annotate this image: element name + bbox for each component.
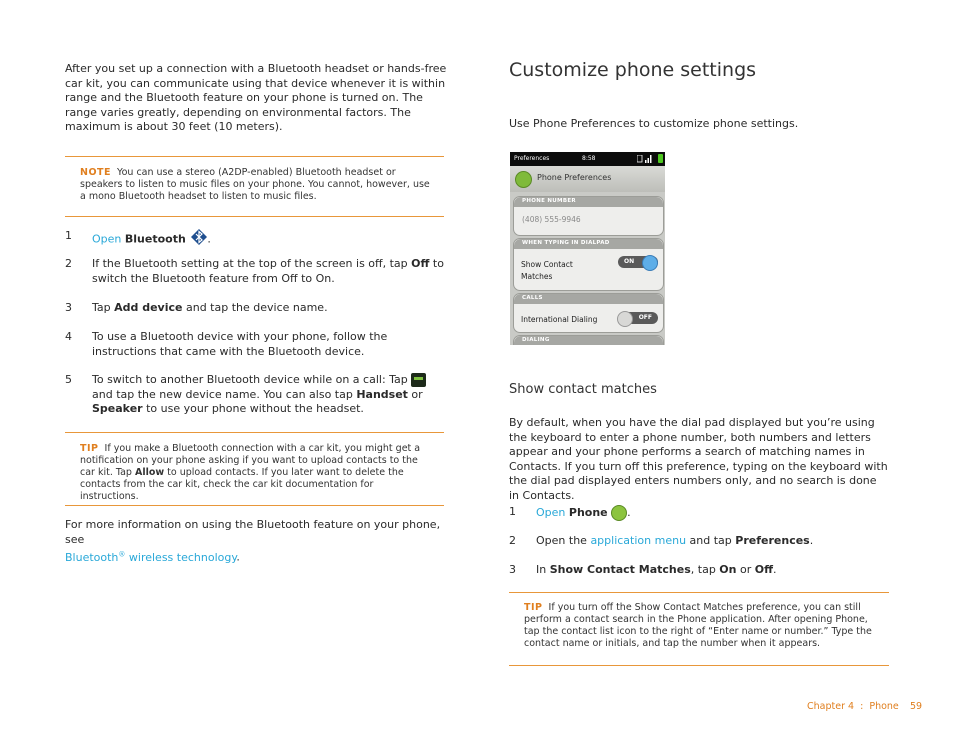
- step-1: [92, 229, 442, 250]
- registered-mark: ®: [118, 550, 126, 558]
- status-bar: [510, 152, 665, 166]
- footer-separator: :: [860, 701, 864, 712]
- tip-label: TIP: [80, 443, 99, 454]
- bluetooth-link-text2[interactable]: wireless technology: [125, 550, 237, 564]
- divider: [65, 505, 444, 506]
- step-2: [92, 257, 444, 286]
- phone-number-value: (408) 555-9946: [522, 215, 581, 224]
- show-contact-matches-toggle[interactable]: [618, 256, 658, 268]
- step-punct: .: [773, 563, 777, 576]
- group-heading: DIALING: [522, 337, 550, 343]
- right-intro: Use Phone Preferences to customize phone settings.: [509, 117, 799, 130]
- step-text-b: and tap the device name.: [182, 301, 328, 314]
- step-text-a: In: [536, 563, 550, 576]
- step-3: [536, 563, 886, 578]
- phone-number-group: [513, 196, 664, 236]
- step-punct: .: [627, 506, 631, 519]
- step-number: 2: [509, 534, 516, 547]
- step-text-a: Tap: [92, 301, 115, 314]
- phone-preferences-screenshot: [510, 152, 665, 345]
- group-heading: CALLS: [522, 295, 543, 301]
- step-text-b: to switch the Bluetooth feature from Off to On.: [92, 257, 444, 285]
- bluetooth-intro: After you set up a connection with a Bluetooth headset or hands-free car kit, you can communicate using that device whenever it is within range and the Bluetooth feature on your phone is turned on. The range varies greatly, depending on environmental factors. The maximum is about 30 feet (10 meters).: [65, 62, 447, 133]
- group-heading: WHEN TYPING IN DIALPAD: [522, 240, 610, 246]
- divider: [509, 665, 889, 666]
- step-text-b: and tap: [686, 534, 736, 547]
- divider: [65, 156, 444, 157]
- tip-block: [524, 602, 879, 650]
- add-device-label: Add device: [114, 301, 183, 314]
- section-label: Phone: [869, 701, 899, 712]
- bluetooth-link-text[interactable]: Bluetooth: [65, 550, 119, 564]
- tip-block: [80, 443, 432, 503]
- more-end: .: [236, 550, 240, 564]
- step-text-a: If the Bluetooth setting at the top of the screen is off, tap: [92, 257, 412, 270]
- step-text-c: or: [407, 387, 423, 401]
- phone-app-icon: [515, 171, 532, 188]
- allow-label: Allow: [134, 467, 165, 478]
- chapter-label: Chapter 4: [807, 701, 855, 712]
- step-1: [536, 505, 886, 521]
- dialing-group: [513, 335, 664, 345]
- speaker-label: Speaker: [92, 402, 143, 415]
- tip-label: TIP: [524, 602, 543, 613]
- prefs-title-bar: [510, 166, 665, 192]
- battery-icon: [658, 154, 663, 163]
- open-link[interactable]: Open: [536, 506, 566, 519]
- step-number: 2: [65, 257, 72, 270]
- tip-text: If you turn off the Show Contact Matches preference, you can still perform a contact search in the Phone application. After opening Phone, tap the contact list icon to the right of “Enter name or number.” Type the contact name or initials, and tap the number when it appears.: [524, 602, 872, 649]
- group-heading: PHONE NUMBER: [522, 198, 576, 204]
- note-label: NOTE: [80, 167, 111, 178]
- show-contact-body: By default, when you have the dial pad displayed but you’re using the keyboard to enter a phone number, both numbers and letters appear and your phone performs a search of matching names in Contacts. If you turn off this preference, typing on the keyboard with the dial pad displayed enters numbers only, and no search is done in Contacts.: [509, 416, 888, 502]
- step-3: [92, 301, 444, 316]
- step-number: 1: [509, 505, 516, 518]
- more-text: For more information on using the Bluetooth feature on your phone, see: [65, 518, 441, 546]
- on-label: On: [719, 563, 737, 576]
- bluetooth-label: Bluetooth: [124, 232, 186, 246]
- prefs-title: Phone Preferences: [537, 173, 612, 182]
- note-block: [80, 167, 430, 203]
- page-title: Customize phone settings: [509, 59, 757, 81]
- more-info: [65, 518, 445, 565]
- step-4: To use a Bluetooth device with your phone, follow the instructions that came with the Bluetooth device.: [92, 330, 388, 358]
- note-text: You can use a stereo (A2DP-enabled) Bluetooth headset or speakers to listen to music files on your phone. You cannot, however, use a mono Bluetooth headset to listen to music files.: [80, 167, 430, 202]
- international-dialing-label: International Dialing: [521, 315, 598, 324]
- step-text-d: to use your phone without the headset.: [142, 402, 364, 415]
- section-subhead: Show contact matches: [509, 382, 657, 397]
- divider: [509, 592, 889, 593]
- handset-label: Handset: [356, 387, 408, 401]
- calls-group: [513, 293, 664, 333]
- open-link[interactable]: Open: [92, 232, 122, 246]
- step-number: 1: [65, 229, 72, 242]
- show-contact-matches-label: Show Contact Matches: [521, 260, 573, 281]
- dialpad-group: [513, 238, 664, 291]
- international-dialing-toggle[interactable]: [618, 312, 658, 324]
- bluetooth-link[interactable]: [65, 551, 236, 564]
- tip-text-a: If you make a Bluetooth connection with a car kit, you might get a notification on your phone asking if you want to upload contacts to the car kit. Tap: [80, 443, 421, 478]
- audio-route-icon: [411, 373, 426, 387]
- preferences-label: Preferences: [735, 534, 810, 547]
- step-text-c: or: [736, 563, 755, 576]
- step-text-b: , tap: [690, 563, 720, 576]
- step-number: 3: [509, 563, 516, 576]
- divider: [65, 216, 444, 217]
- tip-text-b: to upload contacts. If you later want to delete the contacts from the car kit, check the car kit documentation for instructions.: [80, 467, 404, 502]
- bluetooth-icon: [191, 229, 207, 250]
- step-number: 3: [65, 301, 72, 314]
- step-number: 4: [65, 330, 72, 343]
- off-label: Off: [754, 563, 773, 576]
- footer-chapter: [807, 701, 899, 712]
- step-number: 5: [65, 373, 72, 386]
- step-punct: .: [809, 534, 814, 547]
- step-2: [536, 534, 886, 549]
- status-app-name: Preferences: [514, 155, 550, 162]
- step-text-a: Open the: [536, 534, 591, 547]
- application-menu-link[interactable]: application menu: [590, 534, 687, 547]
- off-label: Off: [411, 257, 430, 270]
- status-time: 8:58: [582, 155, 596, 162]
- phone-icon: [611, 505, 627, 521]
- show-contact-matches-label: Show Contact Matches: [549, 563, 691, 576]
- page-number: 59: [910, 701, 923, 712]
- divider: [65, 432, 444, 433]
- step-text-a: To switch to another Bluetooth device while on a call: Tap: [92, 373, 412, 386]
- phone-label: Phone: [568, 506, 608, 519]
- toggle-state: OFF: [638, 314, 652, 321]
- step-5: [92, 373, 444, 417]
- toggle-state: ON: [624, 258, 635, 265]
- step-text-b: and tap the new device name. You can also tap: [92, 387, 357, 401]
- step-punct: .: [207, 232, 211, 246]
